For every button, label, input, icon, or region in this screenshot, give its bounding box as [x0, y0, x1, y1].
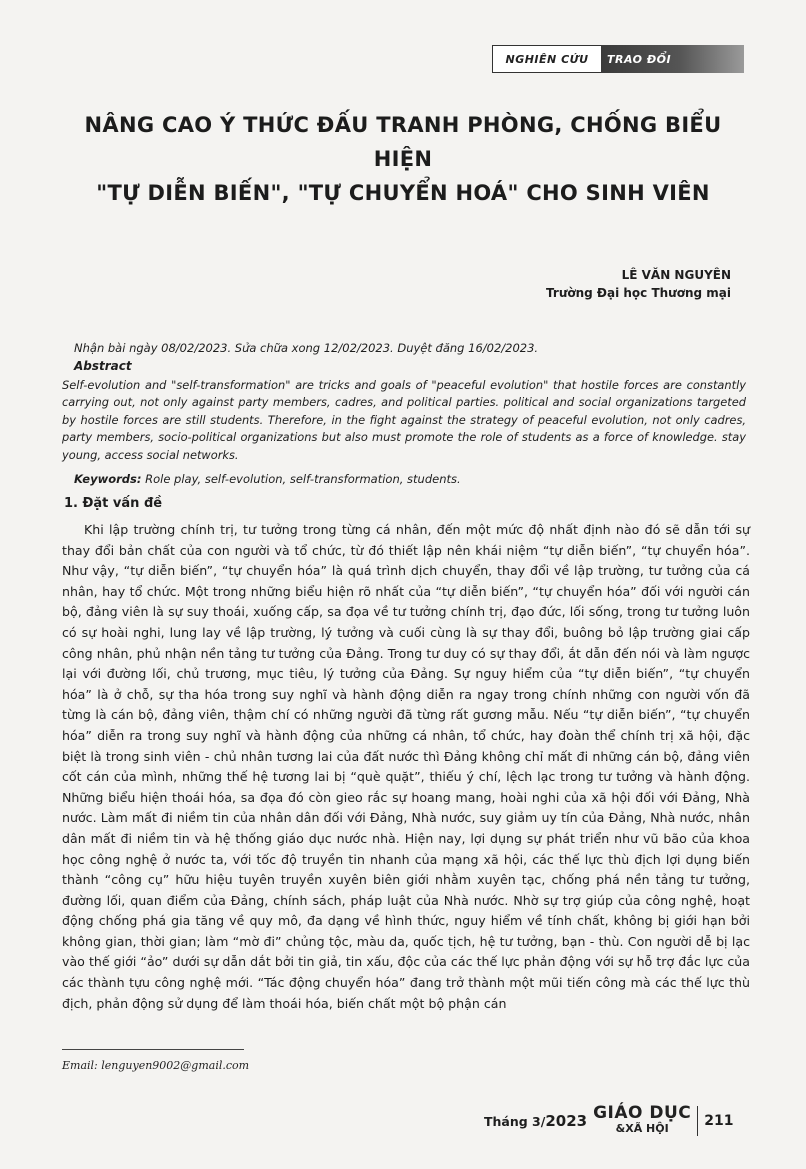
author-institution: Trường Đại học Thương mại: [546, 286, 731, 300]
title-line-1: NÂNG CAO Ý THỨC ĐẤU TRANH PHÒNG, CHỐNG BIỂU HIỆN: [84, 113, 722, 171]
keywords-text: Role play, self-evolution, self-transformation, students.: [141, 472, 461, 486]
page-number: 211: [704, 1113, 734, 1129]
issue-date: [484, 1112, 587, 1130]
header-category-right: TRAO ĐỔI: [601, 45, 744, 73]
section-body: Khi lập trường chính trị, tư tưởng trong từng cá nhân, đến một mức độ nhất định nào đó sẽ dẫn tới sự thay đổi bản chất của con người và tổ chức, từ đó thiết lập nên khái niệm “tự diễn biến”, “tự chuyển hóa”. Như vậy, “tự diễn biến”, “tự chuyển hóa” là quá trình dịch chuyển, thay đổi về lập trường, tư tưởng của cá nhân, hay tổ chức. Một trong những biểu hiện rõ nhất của “tự diễn biến”, “tự chuyển hóa” đối với người cán bộ, đảng viên là sự suy thoái, xuống cấp, sa đọa về tư tưởng chính trị, đạo đức, lối sống, trong tư tưởng luôn có sự hoài nghi, lung lay về lập trường, lý tưởng và cuối cùng là sự thay đổi, buông bỏ lập trường giai cấp công nhân, phủ nhận nền tảng tư tưởng của Đảng. Trong tư duy có sự thay đổi, ắt dẫn đến nói và làm ngược lại với đường lối, chủ trương, mục tiêu, lý tưởng của Đảng. Sự nguy hiểm của “tự diễn biến”, “tự chuyển hóa” là ở chỗ, sự tha hóa trong suy nghĩ và hành động diễn ra ngay trong chính những con người vốn đã từng là cán bộ, đảng viên, thậm chí có những người đã từng rất gương mẫu. Nếu “tự diễn biến”, “tự chuyển hóa” diễn ra trong suy nghĩ và hành động của những cá nhân, tổ chức, hay đoàn thể chính trị xã hội, đặc biệt là trong sinh viên - chủ nhân tương lai của đất nước thì Đảng không chỉ mất đi những cán bộ, đảng viên cốt cán của mình, những thế hệ tương lai bị “què quặt”, thiếu ý chí, lệch lạc trong tư tưởng và hành động. Những biểu hiện thoái hóa, sa đọa đó còn gieo rắc sự hoang mang, hoài nghi của xã hội đối với Đảng, Nhà nước. Làm mất đi niềm tin của nhân dân đối với Đảng, Nhà nước, suy giảm uy tín của Đảng, Nhà nước, nhân dân mất đi niềm tin và hệ thống giáo dục nước nhà. Hiện nay, lợi dụng sự phát triển như vũ bão của khoa học công nghệ ở nước ta, với tốc độ truyền tin nhanh của mạng xã hội, các thế lực thù địch lợi dụng biến thành “công cụ” hữu hiệu tuyên truyền xuyên biên giới nhằm xuyên tạc, chống phá nền tảng tư tưởng, đường lối, quan điểm của Đảng, chính sách, pháp luật của Nhà nước. Nhờ sự trợ giúp của công nghệ, hoạt động chống phá gia tăng về quy mô, đa dạng về hình thức, nguy hiểm về tính chất, không bị giới hạn bởi không gian, thời gian; làm “mờ đi” chủng tộc, màu da, quốc tịch, hệ tư tưởng, bạn - thù. Con người dễ bị lạc vào thế giới “ảo” dưới sự dẫn dắt bởi tin giả, tin xấu, độc của các thế lực phản động với sự hỗ trợ đắc lực của các thành tựu công nghệ mới. “Tác động chuyển hóa” đang trở thành một mũi tiến công mà các thế lực thù địch, phản động sử dụng để làm thoái hóa, biến chất một bộ phận cán: [62, 522, 750, 1011]
keywords-label: Keywords:: [74, 472, 142, 486]
journal-logo: [593, 1103, 692, 1136]
header-category-left: NGHIÊN CỨU: [492, 45, 601, 73]
issue-year: 2023: [545, 1112, 588, 1130]
abstract-text: Self-evolution and "self-transformation" are tricks and goals of "peaceful evolution" that hostile forces are constantly carrying out, not only against party members, cadres, and political parties. political and social organizations targeted by hostile forces are still students. Therefore, in the fight against the strategy of peaceful evolution, not only cadres, party members, socio-political organizations but also must promote the role of students as a force of knowledge. stay young, access social networks.: [62, 378, 746, 462]
abstract-heading: Abstract: [74, 359, 132, 373]
author-block: [546, 266, 731, 302]
submission-dates: Nhận bài ngày 08/02/2023. Sửa chữa xong 12/02/2023. Duyệt đăng 16/02/2023.: [74, 341, 539, 355]
title-line-2: "TỰ DIỄN BIẾN", "TỰ CHUYỂN HOÁ" CHO SINH VIÊN: [96, 181, 710, 205]
footer-divider: [697, 1106, 698, 1136]
author-name: LÊ VĂN NGUYÊN: [621, 268, 731, 282]
issue-month: Tháng 3/: [484, 1114, 546, 1129]
footnote-divider: [62, 1049, 244, 1050]
author-email: Email: lenguyen9002@gmail.com: [62, 1059, 250, 1072]
logo-text-top: GIÁO DỤC: [593, 1103, 692, 1123]
logo-text-bottom: &XÃ HỘI: [615, 1122, 669, 1135]
keywords: [74, 472, 461, 486]
section-header: [492, 45, 744, 73]
article-title: [60, 108, 746, 210]
page-footer: [484, 1104, 734, 1138]
section-heading: 1. Đặt vấn đề: [64, 496, 163, 511]
